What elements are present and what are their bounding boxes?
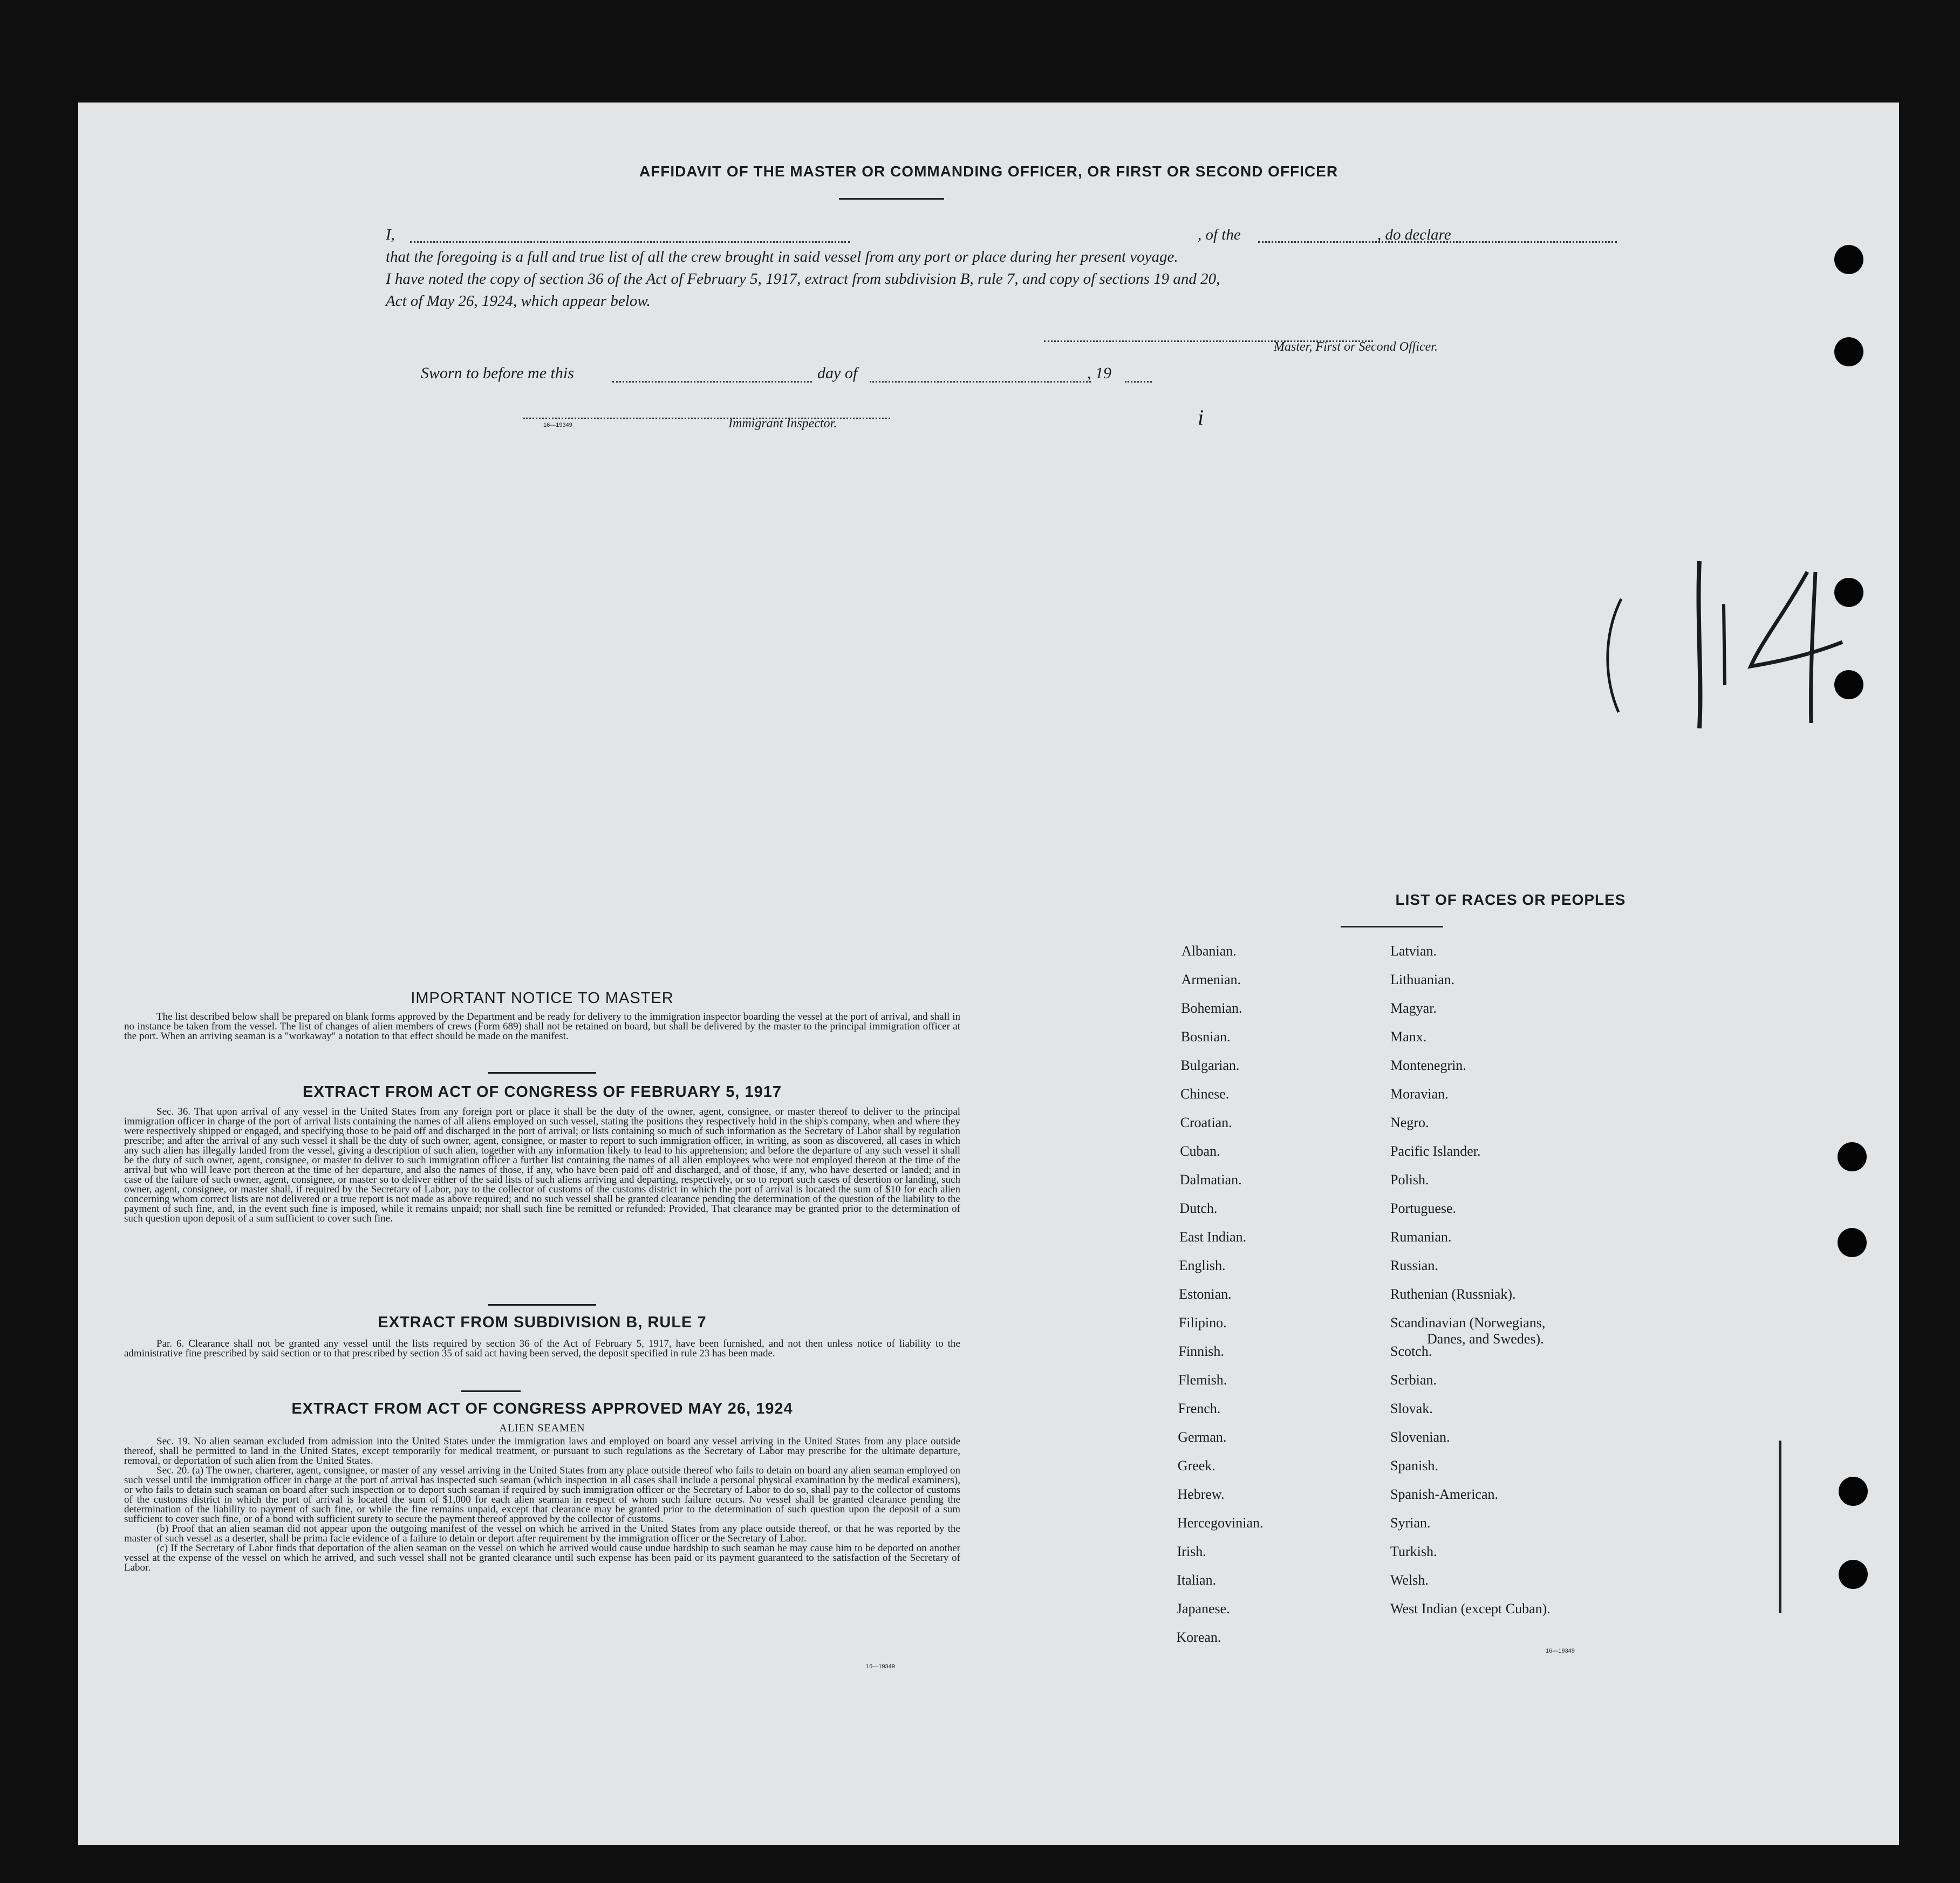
affidavit-line4: Act of May 26, 1924, which appear below. — [386, 292, 651, 310]
punch-hole — [1838, 1142, 1867, 1171]
extract-1924-subtitle: ALIEN SEAMEN — [499, 1422, 585, 1434]
race-item-left: Croatian. — [1180, 1115, 1232, 1130]
race-item-right: Syrian. — [1390, 1515, 1431, 1531]
race-item-right: Ruthenian (Russniak). — [1390, 1286, 1516, 1302]
race-item-right: Danes, and Swedes). — [1427, 1331, 1544, 1347]
extract-rule7-text — [124, 1339, 960, 1359]
extract-1917-paragraph: Sec. 36. That upon arrival of any vessel in the United States from any foreign port or place it shall be the duty of the owner, agent, consignee, or master thereof to deliver to the principal immigration officer in charge of the port of arrival lists containing the names of all aliens employed on such vessel, stating the positions they respectively hold in the ship's company, when and where they were respectively shipped or engaged, and specifying those to be paid off and discharged in the port of arrival; or lists containing so much of such information as the Secretary of Labor shall by regulation prescribe; and after the arrival of any such vessel it shall be the duty of such owner, agent, consignee, or master to report to such immigration officer, in writing, as soon as discovered, all cases in which any such alien has illegally landed from the vessel, giving a description of such alien, together with any information likely to lead to his apprehension; and before the departure of any such vessel it shall be the duty of such owner, agent, consignee, or master to deliver to such immigration officer a further list containing the names of all alien employees who were not employed thereon at the time of the arrival but who will leave port thereon at the time of her departure, and also the names of those, if any, who have been paid off and discharged, and of those, if any, who have deserted or landed; and in case of the failure of such owner, agent, consignee, or master so to deliver either of the said lists of such aliens arriving and departing, respectively, or so to report such cases of desertion or landing, such owner, agent, consignee, or master shall, if required by the Secretary of Labor, pay to the collector of customs of the customs district in which the port of arrival is located the sum of $10 for each alien concerning whom correct lists are not delivered or a true report is not made as above required; and no such vessel shall be granted clearance pending the determination of the question of the liability to the payment of such fine, and, in the event such fine is imposed, while it remains unpaid; nor shall such fine be remitted or refunded: Provided, That clearance may be granted prior to the determination of such question upon deposit of a sum sufficient to cover such fine. — [124, 1106, 960, 1224]
race-item-right: Serbian. — [1390, 1372, 1437, 1388]
sworn-end: , 19 — [1087, 364, 1111, 382]
handwritten-mark: i — [1198, 405, 1204, 429]
race-item-right: Moravian. — [1390, 1086, 1449, 1102]
year-blank[interactable] — [1125, 381, 1152, 383]
race-item-left: Chinese. — [1180, 1086, 1230, 1102]
race-item-left: Japanese. — [1176, 1601, 1230, 1616]
races-form-number: 16—19349 — [1546, 1648, 1575, 1654]
notice-paragraph: The list described below shall be prepared on blank forms approved by the Department and be ready for delivery to the immigration inspector boarding the vessel at the port of arrival, and shall in no instance be taken from the vessel. The list of changes of alien members of crews (Form 689) shall not be retained on board, but shall be delivered by the master to the principal immigration officer at the port. When an arriving seaman is a "workaway" a notation to that effect should be made on the manifest. — [124, 1011, 960, 1042]
race-item-left: Bosnian. — [1180, 1029, 1231, 1045]
races-underline — [1341, 926, 1443, 927]
extract-rule7-title: EXTRACT FROM SUBDIVISION B, RULE 7 — [378, 1314, 707, 1331]
signature-label: Master, First or Second Officer. — [1274, 340, 1438, 354]
affidavit-line2: that the foregoing is a full and true list of all the crew brought in said vessel from any port or place during her present voyage. — [386, 248, 1178, 265]
race-item-left: Armenian. — [1181, 972, 1241, 987]
race-item-left: Hercegovinian. — [1177, 1515, 1264, 1531]
extract-1924-sec19: Sec. 19. No alien seaman excluded from admission into the United States under the immigration laws and employed on board any vessel arriving in the United States from any place outside thereof, shall be permitted to land in the United States, except temporarily for medical treatment, or pursuant to such regulations as the Secretary of Labor may prescribe for the ultimate departure, removal, or deportation of such alien from the United States. — [124, 1436, 960, 1466]
race-item-right: Spanish-American. — [1390, 1486, 1499, 1502]
race-item-right: Scandinavian (Norwegians, — [1390, 1315, 1546, 1331]
race-item-right: Welsh. — [1390, 1572, 1429, 1588]
extract-1924-sec20a: Sec. 20. (a) The owner, charterer, agent, consignee, or master of any vessel arriving in the United States from any place outside thereof who fails to detain on board any alien seaman employed on such vessel until the immigration officer in charge at the port of arrival has inspected such seaman (which inspection in all cases shall include a personal physical examination by the medical examiners), or who fails to detain such seaman on board after such inspection or to deport such seaman if required by such immigration officer or the Secretary of Labor to do so, shall pay to the collector of customs of the customs district in which the port of arrival is located the sum of $1,000 for each alien seaman in respect of whom such failure occurs. No vessel shall be granted clearance pending the determination of the liability to payment of such fine, or while the fine remains unpaid, except that clearance may be granted prior to the determination of such question upon the deposit of a sum sufficient to cover such fine, or of a bond with sufficient surety to secure the payment thereof approved by the collector of customs. — [124, 1465, 960, 1525]
affidavit-body — [386, 224, 1476, 312]
race-item-right: Russian. — [1390, 1258, 1438, 1273]
divider-1 — [488, 1072, 596, 1074]
affidavit-line1-end: , do declare — [1377, 226, 1451, 243]
race-item-left: Cuban. — [1180, 1143, 1220, 1159]
race-item-left: Dutch. — [1179, 1200, 1218, 1216]
punch-hole — [1834, 245, 1863, 274]
document-page — [78, 103, 1899, 1845]
sworn-start: Sworn to before me this — [421, 364, 574, 382]
race-item-left: English. — [1179, 1258, 1226, 1273]
extract-1917-title: EXTRACT FROM ACT OF CONGRESS OF FEBRUARY 5, 1917 — [302, 1083, 782, 1101]
divider-3 — [461, 1390, 521, 1392]
day-blank[interactable] — [612, 381, 812, 383]
race-item-left: Dalmatian. — [1179, 1172, 1242, 1188]
race-item-left: Irish. — [1177, 1544, 1206, 1559]
extract-1924-title: EXTRACT FROM ACT OF CONGRESS APPROVED MAY 26, 1924 — [291, 1400, 793, 1417]
margin-stroke — [1779, 1441, 1781, 1613]
race-item-right: Rumanian. — [1390, 1229, 1452, 1245]
extract-1924-text — [124, 1437, 960, 1573]
race-item-right: Negro. — [1390, 1115, 1429, 1130]
notice-title: IMPORTANT NOTICE TO MASTER — [411, 990, 674, 1007]
race-item-right: Slovenian. — [1390, 1429, 1450, 1445]
race-item-right: Turkish. — [1390, 1544, 1437, 1559]
affidavit-line1-start: I, — [386, 226, 395, 243]
race-item-left: Hebrew. — [1177, 1486, 1225, 1502]
race-item-right: Lithuanian. — [1390, 972, 1455, 987]
punch-hole — [1834, 337, 1863, 366]
race-item-right: Montenegrin. — [1390, 1058, 1466, 1073]
race-item-left: Greek. — [1177, 1458, 1215, 1473]
race-item-left: Finnish. — [1178, 1343, 1224, 1359]
race-item-left: Flemish. — [1178, 1372, 1227, 1388]
race-item-right: Pacific Islander. — [1390, 1143, 1481, 1159]
race-item-left: Italian. — [1177, 1572, 1217, 1588]
month-blank[interactable] — [870, 381, 1091, 383]
sworn-line — [421, 364, 574, 383]
affidavit-title: AFFIDAVIT OF THE MASTER OR COMMANDING OFFICER, OR FIRST OR SECOND OFFICER — [639, 163, 1338, 180]
race-item-left: German. — [1178, 1429, 1227, 1445]
race-item-right: Latvian. — [1390, 943, 1437, 959]
title-underline — [839, 198, 944, 200]
race-item-right: Magyar. — [1390, 1000, 1437, 1016]
race-item-right: Polish. — [1390, 1172, 1429, 1188]
race-item-left: Bohemian. — [1181, 1000, 1242, 1016]
name-blank[interactable] — [410, 241, 850, 243]
affidavit-line1-mid: , of the — [1198, 226, 1241, 243]
punch-hole — [1834, 670, 1863, 699]
race-item-right: Portuguese. — [1390, 1200, 1457, 1216]
race-item-right: Scotch. — [1390, 1343, 1432, 1359]
extract-1917-text — [124, 1107, 960, 1224]
races-title: LIST OF RACES OR PEOPLES — [1395, 891, 1626, 908]
punch-hole — [1839, 1560, 1868, 1589]
handwritten-number-114 — [1589, 550, 1880, 745]
extract-rule7-paragraph: Par. 6. Clearance shall not be granted any vessel until the lists required by section 36 of the Act of February 5, 1917, have been furnished, and not then unless notice of liability to the administrative fine prescribed by said section or to that prescribed by section 35 of said act having been served, the deposit specified in rule 23 has been made. — [124, 1338, 960, 1359]
affidavit-form-number: 16—19349 — [543, 422, 572, 428]
affidavit-line3: I have noted the copy of section 36 of the Act of February 5, 1917, extract from subdivision B, rule 7, and copy of sections 19 and 20, — [386, 270, 1220, 288]
sworn-mid: day of — [817, 364, 858, 382]
race-item-left: French. — [1178, 1401, 1221, 1416]
race-item-left: Albanian. — [1182, 943, 1237, 959]
divider-2 — [488, 1304, 596, 1306]
race-item-left: Korean. — [1176, 1629, 1221, 1645]
race-item-right: Spanish. — [1390, 1458, 1438, 1473]
race-item-left: Estonian. — [1179, 1286, 1232, 1302]
inspector-label: Immigrant Inspector. — [728, 417, 837, 431]
race-item-left: Filipino. — [1178, 1315, 1227, 1331]
race-item-right: Manx. — [1390, 1029, 1427, 1045]
extract-1924-sec20b: (b) Proof that an alien seaman did not appear upon the outgoing manifest of the vessel on which he arrived in the United States from any place outside thereof, or that he was reported by the master of such vessel as a deserter, shall be prima facie evidence of a failure to detain or deport after requirement by the immigration officer or the Secretary of Labor. — [124, 1523, 960, 1544]
notice-text — [124, 1012, 960, 1041]
race-item-right: Slovak. — [1390, 1401, 1433, 1416]
extract-form-number: 16—19349 — [866, 1663, 895, 1670]
punch-hole — [1839, 1477, 1868, 1506]
race-item-right: West Indian (except Cuban). — [1390, 1601, 1551, 1616]
race-item-left: Bulgarian. — [1180, 1058, 1240, 1073]
punch-hole — [1838, 1228, 1867, 1257]
race-item-left: East Indian. — [1179, 1229, 1247, 1245]
extract-1924-sec20c: (c) If the Secretary of Labor finds that deportation of the alien seaman on the vessel on which he arrived would cause undue hardship to such seaman he may cause him to be deported on another vessel at the expense of the vessel on which he arrived, and such vessel shall not be granted clearance until such expense has been paid or its payment guaranteed to the satisfaction of the Secretary of Labor. — [124, 1543, 960, 1573]
punch-hole — [1834, 578, 1863, 607]
